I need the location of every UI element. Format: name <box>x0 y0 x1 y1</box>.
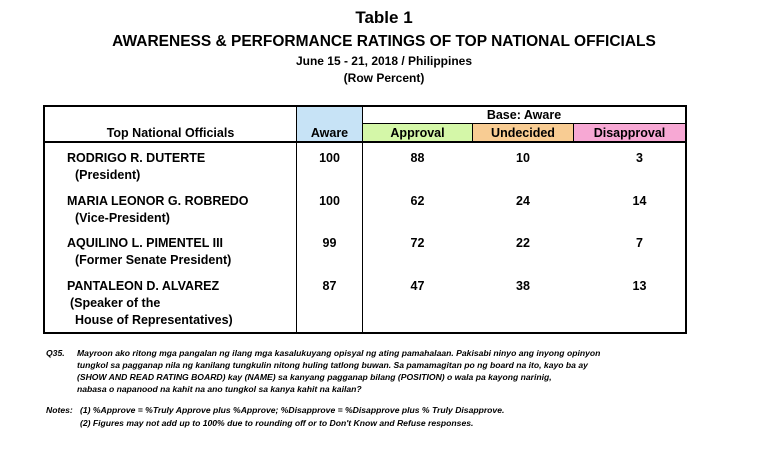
divider <box>45 141 685 143</box>
officials-column-header: Top National Officials <box>106 126 235 140</box>
aware-value: 100 <box>319 194 340 208</box>
official-name: MARIA LEONOR G. ROBREDO <box>67 194 249 208</box>
divider <box>296 107 297 332</box>
question-text-line: tungkol sa pagganap nila ng kanilang tungkulin nitong huling tatlong buwan. Sa pamamagitan po ng board na ito, kayo ba ay <box>77 360 588 370</box>
question-label: Q35. <box>46 348 65 358</box>
official-name: AQUILINO L. PIMENTEL III <box>67 236 224 250</box>
date-place: June 15 - 21, 2018 / Philippines <box>295 54 473 68</box>
question-text-line: Mayroon ako ritong mga pangalan ng ilang mga kasalukuyang opisyal ng ating pamahalaan. Pakisabi ninyo ang inyong opinyon <box>77 348 601 358</box>
undecided-column-header: Undecided <box>491 126 555 140</box>
official-position: (Speaker of the <box>70 296 161 310</box>
undecided-value: 38 <box>516 279 530 293</box>
approval-value: 88 <box>410 151 425 165</box>
undecided-value: 10 <box>516 151 530 165</box>
disapproval-value: 3 <box>636 151 643 165</box>
aware-value: 87 <box>322 279 337 293</box>
approval-value: 62 <box>410 194 425 208</box>
official-position: House of Representatives) <box>75 313 233 327</box>
aware-column-header: Aware <box>310 126 349 140</box>
approval-value: 72 <box>410 236 425 250</box>
divider <box>362 107 363 332</box>
note-line: (2) Figures may not add up to 100% due to rounding off or to Don't Know and Refuse responses. <box>80 418 474 428</box>
undecided-value: 22 <box>516 236 530 250</box>
official-name: RODRIGO R. DUTERTE <box>67 151 206 165</box>
undecided-value: 24 <box>516 194 530 208</box>
table-title: Table 1 <box>355 8 413 27</box>
approval-value: 47 <box>410 279 425 293</box>
approval-column-header: Approval <box>390 126 445 140</box>
row-percent-note: (Row Percent) <box>343 71 425 85</box>
notes-label: Notes: <box>46 405 73 415</box>
official-name: PANTALEON D. ALVAREZ <box>67 279 220 293</box>
disapproval-value: 7 <box>636 236 643 250</box>
official-position: (President) <box>75 168 141 182</box>
disapproval-value: 14 <box>632 194 647 208</box>
aware-value: 100 <box>319 151 340 165</box>
disapproval-column-header: Disapproval <box>593 126 666 140</box>
question-text-line: nabasa o napanood na kahit na ano tungkol sa kanya kahit na kailan? <box>77 384 362 394</box>
note-line: (1) %Approve = %Truly Approve plus %Approve; %Disapprove = %Disapprove plus % Truly Disapprove. <box>80 405 505 415</box>
base-aware-label: Base: Aware <box>486 108 562 122</box>
official-position: (Vice-President) <box>75 211 170 225</box>
aware-value: 99 <box>322 236 337 250</box>
divider <box>362 123 685 124</box>
disapproval-value: 13 <box>632 279 647 293</box>
question-text-line: (SHOW AND READ RATING BOARD) kay (NAME) sa kanyang pagganap bilang (POSITION) o wala pa kayong narinig, <box>77 372 552 382</box>
official-position: (Former Senate President) <box>75 253 232 267</box>
table-subtitle: AWARENESS & PERFORMANCE RATINGS OF TOP NATIONAL OFFICIALS <box>112 33 656 50</box>
